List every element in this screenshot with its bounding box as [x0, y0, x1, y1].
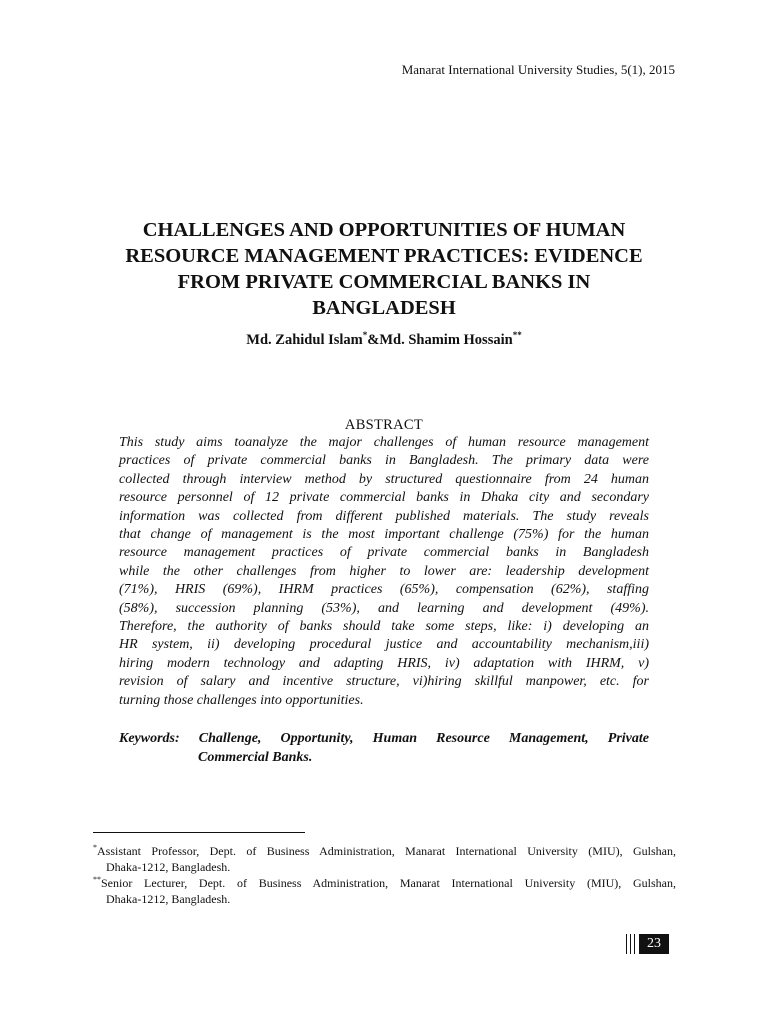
author-footnote-mark: *: [362, 330, 368, 340]
running-head: Manarat International University Studies, 5(1), 2015: [401, 62, 675, 77]
abstract-line: collected through interview method by structured questionnaire from 24 human: [119, 471, 649, 487]
author-name: Md. Zahidul Islam: [246, 332, 363, 348]
paper-title: [60, 217, 708, 321]
footnote-text: Assistant Professor, Dept. of Business Administration, Manarat International University (MIU), Gulshan,: [97, 844, 676, 858]
abstract-heading: ABSTRACT: [344, 417, 424, 433]
author-list: [60, 331, 708, 349]
footnote-mark: *: [93, 843, 97, 852]
author-separator: &: [367, 332, 380, 348]
abstract-line: resource personnel of 12 private commercial banks in Dhaka city and secondary: [119, 490, 649, 506]
author-footnote-mark: **: [512, 330, 522, 340]
footnote-mark: **: [93, 875, 101, 884]
abstract-line: (71%), HRIS (69%), IHRM practices (65%), compensation (62%), staffing: [119, 582, 649, 598]
footnote-text: Senior Lecturer, Dept. of Business Administration, Manarat International University (MIU), Gulshan,: [101, 876, 676, 890]
abstract-line: information was collected from different published materials. The study reveals: [119, 508, 649, 524]
abstract-line: resource management practices of private commercial banks in Bangladesh: [119, 545, 649, 561]
abstract-line: while the other challenges from higher to lower are: leadership development: [119, 563, 649, 579]
abstract-line: hiring modern technology and adapting HRIS, iv) adaptation with IHRM, v): [119, 655, 649, 671]
footnote-line: [93, 875, 676, 891]
abstract-line: This study aims toanalyze the major challenges of human resource management: [119, 435, 649, 450]
abstract-line: HR system, ii) developing procedural justice and accountability mechanism,iii): [119, 637, 649, 653]
footnotes: [93, 843, 676, 907]
abstract-line: Therefore, the authority of banks should take some steps, like: i) developing an: [119, 619, 649, 635]
abstract-body: [119, 434, 649, 710]
abstract-line: that change of management is the most important challenge (75%) for the human: [119, 527, 649, 543]
keywords-line: Keywords: Challenge, Opportunity, Human Resource Management, Private: [119, 731, 649, 746]
abstract-line: revision of salary and incentive structure, vi)hiring skillful manpower, etc. for: [119, 674, 649, 690]
footnote: [93, 875, 676, 907]
page-number-box: [626, 934, 669, 954]
footnote-line: Dhaka-1212, Bangladesh.: [106, 860, 231, 874]
keywords-line: Commercial Banks.: [198, 750, 313, 765]
keywords: [119, 729, 649, 767]
footnote-line: [93, 843, 676, 859]
abstract-line: (58%), succession planning (53%), and learning and development (49%).: [119, 600, 649, 616]
page-number: 23: [639, 934, 669, 954]
decorative-bars: [626, 934, 635, 954]
footnote: [93, 843, 676, 875]
abstract-line: turning those challenges into opportunities.: [119, 692, 364, 708]
title-line: FROM PRIVATE COMMERCIAL BANKS IN: [177, 271, 591, 293]
title-line: RESOURCE MANAGEMENT PRACTICES: EVIDENCE: [125, 245, 643, 267]
footnote-divider: [93, 832, 305, 833]
title-line: BANGLADESH: [312, 297, 456, 319]
title-line: CHALLENGES AND OPPORTUNITIES OF HUMAN: [142, 219, 626, 241]
footnote-line: Dhaka-1212, Bangladesh.: [106, 892, 231, 906]
author-name: Md. Shamim Hossain: [379, 332, 513, 348]
abstract-line: practices of private commercial banks in Bangladesh. The primary data were: [119, 453, 649, 469]
